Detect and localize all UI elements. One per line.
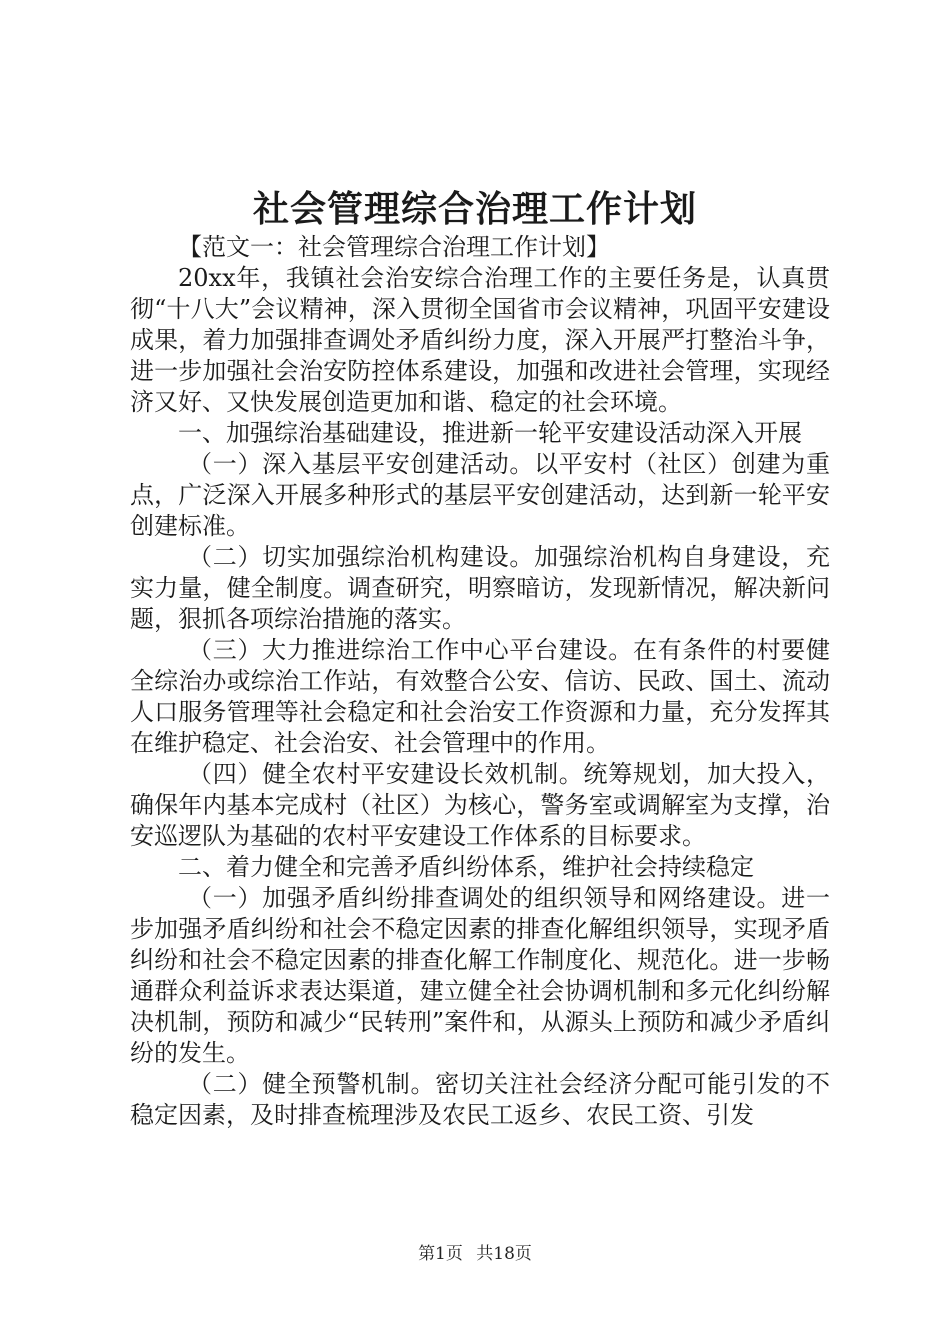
paragraph-1-1: （一）深入基层平安创建活动。以平安村（社区）创建为重点，广泛深入开展多种形式的基层平安创建活动，达到新一轮平安创建标准。	[130, 450, 830, 540]
paragraph-1-2: （二）切实加强综治机构建设。加强综治机构自身建设，充实力量，健全制度。调查研究，明察暗访，发现新情况，解决新问题，狠抓各项综治措施的落实。	[130, 543, 830, 633]
section-heading-fanwen: 【范文一：社会管理综合治理工作计划】	[178, 233, 610, 261]
paragraph-2-2: （二）健全预警机制。密切关注社会经济分配可能引发的不稳定因素，及时排查梳理涉及农民工返乡、农民工资、引发	[130, 1070, 830, 1129]
page-number: 第1页	[418, 1244, 463, 1264]
page-footer	[0, 1242, 950, 1266]
paragraph-1-3: （三）大力推进综治工作中心平台建设。在有条件的村要健全综治办或综治工作站，有效整合公安、信访、民政、国土、流动人口服务管理等社会稳定和社会治安工作资源和力量，充分发挥其在维护稳定、社会治安、社会管理中的作用。	[130, 636, 830, 757]
intro-paragraph: 20xx年，我镇社会治安综合治理工作的主要任务是，认真贯彻“十八大”会议精神，深入贯彻全国省市会议精神，巩固平安建设成果，着力加强排查调处矛盾纠纷力度，深入开展严打整治斗争，进一步加强社会治安防控体系建设，加强和改进社会管理，实现经济又好、又快发展创造更加和谐、稳定的社会环境。	[130, 264, 830, 416]
paragraph-2-1: （一）加强矛盾纠纷排查调处的组织领导和网络建设。进一步加强矛盾纠纷和社会不稳定因素的排查化解组织领导，实现矛盾纠纷和社会不稳定因素的排查化解工作制度化、规范化。进一步畅通群众利益诉求表达渠道，建立健全社会协调机制和多元化纠纷解决机制，预防和减少“民转刑”案件和，从源头上预防和减少矛盾纠纷的发生。	[130, 884, 830, 1067]
section-heading-2: 二、着力健全和完善矛盾纠纷体系，维护社会持续稳定	[178, 853, 754, 881]
section-heading-1: 一、加强综治基础建设，推进新一轮平安建设活动深入开展	[178, 419, 802, 447]
document-title: 社会管理综合治理工作计划	[252, 188, 697, 230]
page-total: 共18页	[476, 1244, 532, 1264]
paragraph-1-4: （四）健全农村平安建设长效机制。统筹规划，加大投入，确保年内基本完成村（社区）为核心，警务室或调解室为支撑，治安巡逻队为基础的农村平安建设工作体系的目标要求。	[130, 760, 830, 850]
document-body	[130, 232, 830, 1131]
